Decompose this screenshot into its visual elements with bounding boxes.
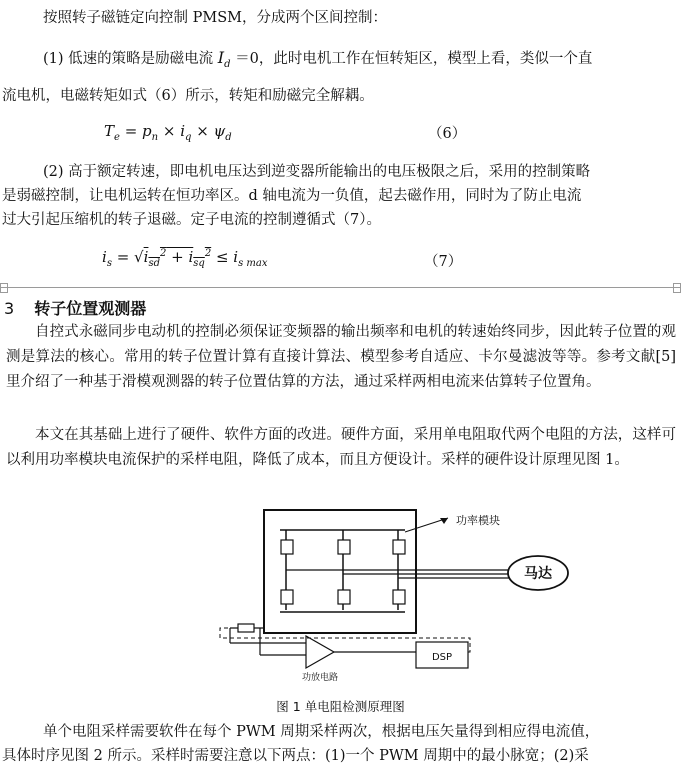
para3-text: 自控式永磁同步电动机的控制必须保证变频器的输出频率和电机的转速始终同步，因此转子位置的观测是算法的核心。常用的转子位置计算有直接计算法、模型参考自适应、卡尔曼滤波等等。参考文献[5]里介绍了一种基于滑模观测器的转子位置估算的方法，通过采样两相电流来估算转子位置角。 (6, 324, 676, 390)
equation-7-number: （7） (424, 254, 463, 270)
igbt-switch-icon (393, 540, 405, 554)
amplifier-label: 功放电路 (302, 673, 339, 683)
figure-1-diagram (0, 500, 681, 696)
equation-6-number: （6） (428, 126, 467, 142)
para1-tail: ＝0，此时电机工作在恒转矩区，模型上看，类似一个直 (235, 51, 593, 67)
para5-line1: 单个电阻采样需要软件在每个 PWM 周期采样两次，根据电压矢量得到相应得电流值， (43, 724, 600, 740)
igbt-switch-icon (393, 590, 405, 604)
paragraph-4 (6, 423, 676, 473)
para4-text: 本文在其基础上进行了硬件、软件方面的改进。硬件方面，采用单电阻取代两个电阻的方法，这样可以利用功率模块电流保护的采样电阻，降低了成本，而且方便设计。采样的硬件设计原理见图 1。 (6, 427, 676, 468)
motor-label: 马达 (524, 566, 552, 582)
igbt-switch-icon (281, 540, 293, 554)
figure-caption: 图 1 单电阻检测原理图 (276, 699, 405, 714)
section-title: 转子位置观测器 (34, 299, 147, 318)
igbt-switch-icon (338, 590, 350, 604)
para2-line2: 是弱磁控制，让电机运转在恒功率区。d 轴电流为一负值，起去磁作用，同时为了防止电流 (2, 188, 582, 204)
page-break-divider (0, 287, 681, 288)
igbt-switch-icon (338, 540, 350, 554)
page-break-mark-right (673, 283, 681, 293)
paragraph-3 (6, 320, 676, 395)
amplifier-triangle (306, 636, 334, 668)
dsp-label: DSP (431, 652, 453, 663)
section-number: 3 (4, 299, 15, 318)
equation-7: $i_s = √i_{sd}^2 + i_{sq}^2 \le i_{s max}$ (102, 248, 268, 269)
power-module-box (264, 510, 416, 633)
intro-line: 按照转子磁链定向控制 PMSM，分成两个区间控制： (43, 10, 387, 26)
equation-6: $T_e = p_n \times i_q \times \psi_d$ (104, 122, 232, 143)
para1-line2: 流电机，电磁转矩如式（6）所示，转矩和励磁完全解耦。 (2, 88, 374, 104)
page-break-mark-left (0, 283, 8, 293)
para5-line2: 具体时序见图 2 所示。采样时需要注意以下两点：(1)一个 PWM 周期中的最小脉宽；(2)采 (2, 748, 589, 764)
para2-line1: (2) 高于额定转速，即电机电压达到逆变器所能输出的电压极限之后，采用的控制策略 (43, 164, 591, 180)
section-heading (4, 296, 146, 319)
para1-text: (1) 低速的策略是励磁电流 (43, 51, 214, 67)
module-label: 功率模块 (456, 514, 500, 527)
id-symbol: $I_d$ (217, 48, 231, 71)
igbt-switch-icon (281, 590, 293, 604)
para1-line1 (0, 48, 681, 75)
para2-line3: 过大引起压缩机的转子退磁。定子电流的控制遵循式（7）。 (2, 212, 381, 228)
